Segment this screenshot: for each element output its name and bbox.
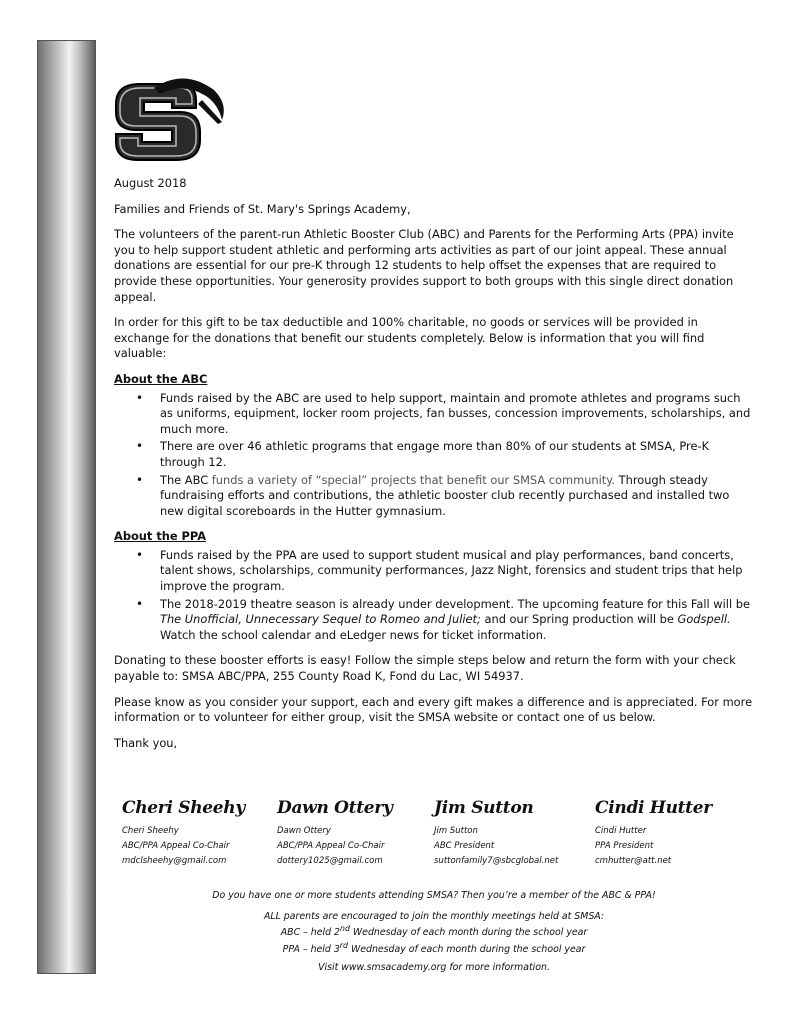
website-note: Visit www.smsacademy.org for more information.	[318, 962, 550, 974]
abc-bullet-text: Through steady fundraising efforts and contributions, the athletic booster club recently purchased and installed two new digital scoreboards in the Hutter gymnasium.	[160, 472, 730, 518]
abc-bullet-list	[114, 391, 754, 520]
signer-title: ABC President	[434, 841, 495, 851]
handwritten-signature: Cheri Sheehy	[122, 798, 245, 818]
ppa-bullet-text: The 2018-2019 theatre season is already under development. The upcoming feature for this Fall will be	[160, 596, 750, 611]
signer-title: PPA President	[595, 841, 654, 851]
ppa-bullet	[114, 597, 754, 644]
membership-note: Do you have one or more students attending SMSA? Then you’re a member of the ABC & PPA!	[212, 890, 656, 901]
signer-name: Cheri Sheehy	[122, 826, 179, 836]
ordinal-suffix: nd	[339, 924, 350, 933]
signer-name: Dawn Ottery	[277, 826, 331, 836]
paragraph-intro: The volunteers of the parent-run Athletic Booster Club (ABC) and Parents for the Performing Arts (PPA) invite you to help support student athletic and performing arts activities as part of our joint appeal. These annual donations are essential for our pre-K through 12 students to help offset the expenses that are required to provide these opportunities. Your generosity provides support to both groups with this single direct donation appeal.	[114, 227, 734, 304]
decorative-side-bar	[37, 40, 96, 974]
membership-footer	[114, 890, 754, 975]
signer-name: Cindi Hutter	[595, 826, 647, 836]
signature-dawn-ottery	[277, 796, 437, 869]
abc-bullet-text: The ABC	[160, 472, 209, 487]
signature-block	[122, 796, 762, 866]
abc-bullet-text-gray: funds a variety of “special” projects that benefit our SMSA community.	[208, 472, 616, 487]
handwritten-signature: Cindi Hutter	[595, 798, 712, 818]
ppa-meeting-text: Wednesday of each month during the school year	[347, 943, 586, 955]
paragraph-appreciation: Please know as you consider your support, each and every gift makes a difference and is appreciated. For more information or to volunteer for either group, visit the SMSA website or contact one of us below.	[114, 694, 753, 725]
abc-section-title: About the ABC	[114, 371, 208, 386]
signer-email: suttonfamily7@sbcglobal.net	[434, 856, 559, 866]
handwritten-signature: Dawn Ottery	[277, 798, 393, 818]
letter-body	[114, 176, 754, 761]
signer-email: dottery1025@gmail.com	[277, 856, 383, 866]
signer-title: ABC/PPA Appeal Co-Chair	[122, 841, 230, 851]
abc-bullet	[114, 473, 754, 520]
abc-meeting-text: Wednesday of each month during the school year	[349, 927, 588, 939]
ppa-bullet-text: Watch the school calendar and eLedger news for ticket information.	[160, 627, 547, 642]
handwritten-signature: Jim Sutton	[434, 798, 534, 818]
school-s-logo	[110, 74, 226, 162]
spring-show-title: Godspell.	[677, 612, 731, 627]
letter-closing: Thank you,	[114, 735, 178, 750]
meetings-note: ALL parents are encouraged to join the monthly meetings held at SMSA:	[263, 910, 605, 922]
paragraph-tax-info: In order for this gift to be tax deductible and 100% charitable, no goods or services will be provided in exchange for the donations that benefit our students completely. Below is information that you will find valuable:	[114, 315, 705, 361]
ppa-meeting-line	[114, 940, 754, 957]
ordinal-suffix: rd	[339, 940, 348, 950]
signer-email: cmhutter@att.net	[595, 856, 672, 866]
ppa-meeting-text: PPA – held 3	[282, 943, 340, 955]
letter-greeting: Families and Friends of St. Mary's Springs Academy,	[114, 201, 411, 216]
signature-cindi-hutter	[595, 796, 755, 869]
abc-meeting-text: ABC – held 2	[280, 927, 340, 939]
ppa-section-title: About the PPA	[114, 529, 207, 544]
ppa-bullet-text: and our Spring production will be	[480, 612, 678, 627]
signature-cheri-sheehy	[122, 796, 282, 869]
paragraph-donation-steps: Donating to these booster efforts is easy! Follow the simple steps below and return the form with your check payable to: SMSA ABC/PPA, 255 County Road K, Fond du Lac, WI 54937.	[114, 653, 736, 684]
abc-meeting-line	[114, 923, 754, 940]
letter-date: August 2018	[114, 176, 187, 190]
signer-email: mdclsheehy@gmail.com	[122, 856, 227, 866]
abc-bullet: • There are over 46 athletic programs that engage more than 80% of our students at SMSA, Pre-K through 12.	[114, 439, 754, 470]
abc-bullet: • Funds raised by the ABC are used to help support, maintain and promote athletes and programs such as uniforms, equipment, locker room projects, fan busses, concession improvements, scholarships, and much more.	[114, 391, 754, 438]
signer-title: ABC/PPA Appeal Co-Chair	[277, 841, 385, 851]
ppa-bullet: • Funds raised by the PPA are used to support student musical and play performances, band concerts, talent shows, scholarships, community performances, Jazz Night, forensics and student trips that help improve the program.	[114, 548, 754, 595]
fall-show-title: The Unofficial, Unnecessary Sequel to Romeo and Juliet;	[160, 612, 481, 627]
ppa-bullet-list	[114, 548, 754, 644]
signature-jim-sutton	[434, 796, 594, 869]
signer-name: Jim Sutton	[434, 826, 478, 836]
